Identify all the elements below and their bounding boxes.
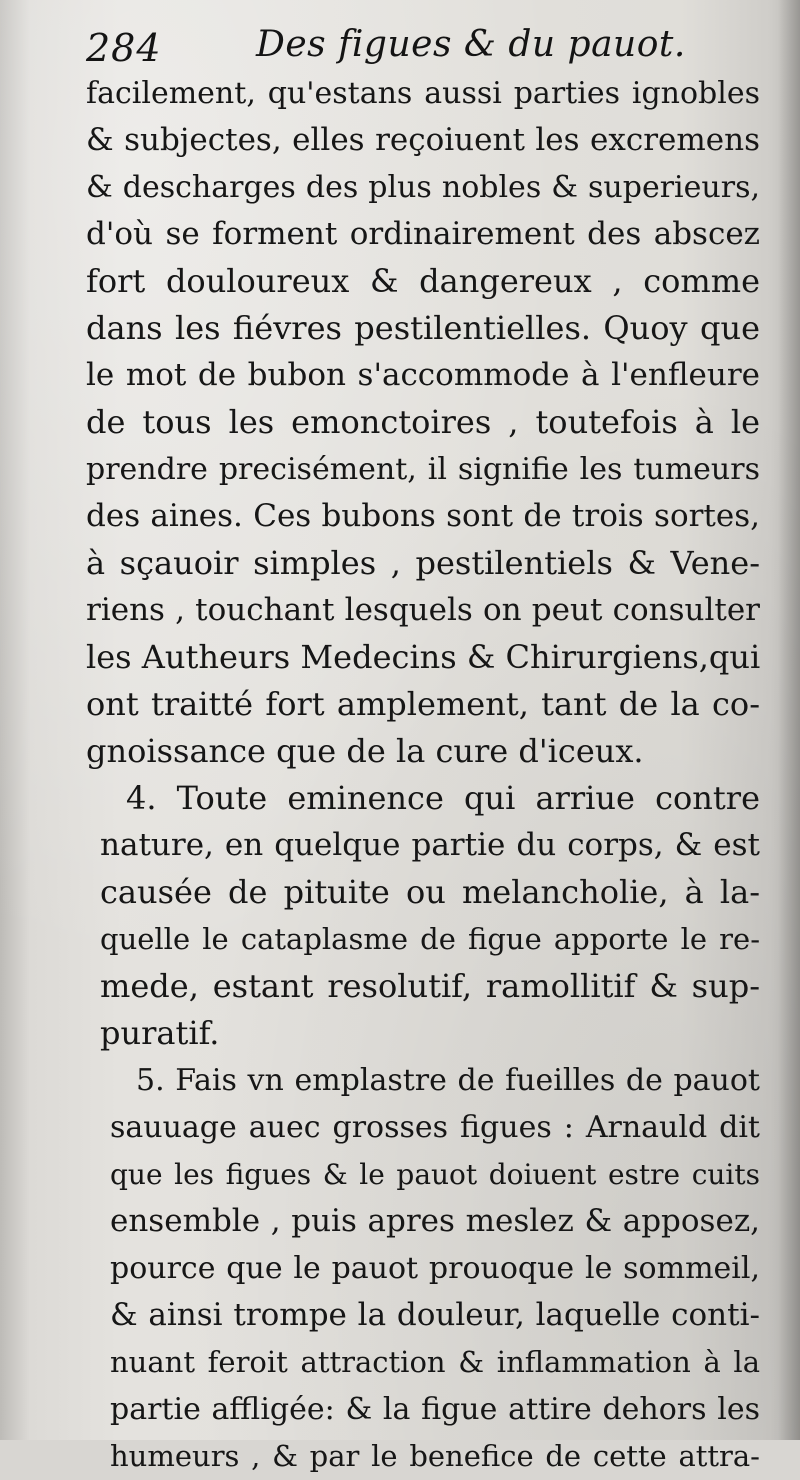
text-line: & subjectes, elles reçoiuent les excremens bbox=[86, 122, 760, 158]
text-line: 4. Toute eminence qui arriue contre bbox=[126, 779, 760, 817]
page-edge-shadow bbox=[778, 0, 800, 1440]
text-line: nuant feroit attraction & inflammation à la bbox=[110, 1345, 760, 1379]
text-line: riens , touchant lesquels on peut consulter bbox=[86, 592, 760, 628]
text-line: pource que le pauot prouoque le sommeil, bbox=[110, 1251, 760, 1286]
text-line: dans les fiévres pestilentielles. Quoy que bbox=[86, 309, 760, 347]
text-line: de tous les emonctoires , toutefois à le bbox=[86, 403, 760, 441]
text-line: prendre precisément, il signifie les tumeurs bbox=[86, 452, 760, 487]
page-header bbox=[80, 20, 720, 76]
text-line: causée de pituite ou melancholie, à la- bbox=[100, 873, 760, 911]
text-line: humeurs , & par le benefice de cette attra- bbox=[110, 1439, 760, 1473]
text-line: gnoissance que de la cure d'iceux. bbox=[86, 732, 644, 770]
text-line: & descharges des plus nobles & superieurs, bbox=[86, 170, 760, 205]
text-line: partie affligée: & la figue attire dehors les bbox=[110, 1392, 760, 1427]
text-line: le mot de bubon s'accommode à l'enfleure bbox=[86, 357, 760, 393]
text-line: à sçauoir simples , pestilentiels & Vene- bbox=[86, 544, 760, 582]
text-line: mede, estant resolutif, ramollitif & sup- bbox=[100, 967, 760, 1005]
text-line: des aines. Ces bubons sont de trois sortes, bbox=[86, 498, 760, 534]
running-head: Des figues & du pauot. bbox=[256, 24, 686, 65]
text-line: quelle le cataplasme de figue apporte le re- bbox=[100, 922, 760, 956]
text-line: facilement, qu'estans aussi parties ignobles bbox=[86, 76, 760, 111]
text-line: sauuage auec grosses figues : Arnauld dit bbox=[110, 1110, 760, 1145]
text-line: les Autheurs Medecins & Chirurgiens,qui bbox=[86, 638, 760, 676]
body-text bbox=[86, 70, 760, 1480]
text-line: nature, en quelque partie du corps, & est bbox=[100, 827, 760, 863]
text-line: d'où se forment ordinairement des abscez bbox=[86, 216, 760, 252]
text-line: que les figues & le pauot doiuent estre cuits bbox=[110, 1158, 760, 1191]
text-line: 5. Fais vn emplastre de fueilles de pauot bbox=[136, 1063, 760, 1098]
page-number: 284 bbox=[86, 26, 162, 70]
text-line: fort douloureux & dangereux , comme bbox=[86, 262, 760, 300]
text-line: ont traitté fort amplement, tant de la co- bbox=[86, 685, 760, 723]
text-line: & ainsi trompe la douleur, laquelle conti- bbox=[110, 1297, 760, 1333]
text-line: ensemble , puis apres meslez & apposez, bbox=[110, 1203, 760, 1239]
text-line: puratif. bbox=[100, 1014, 220, 1052]
